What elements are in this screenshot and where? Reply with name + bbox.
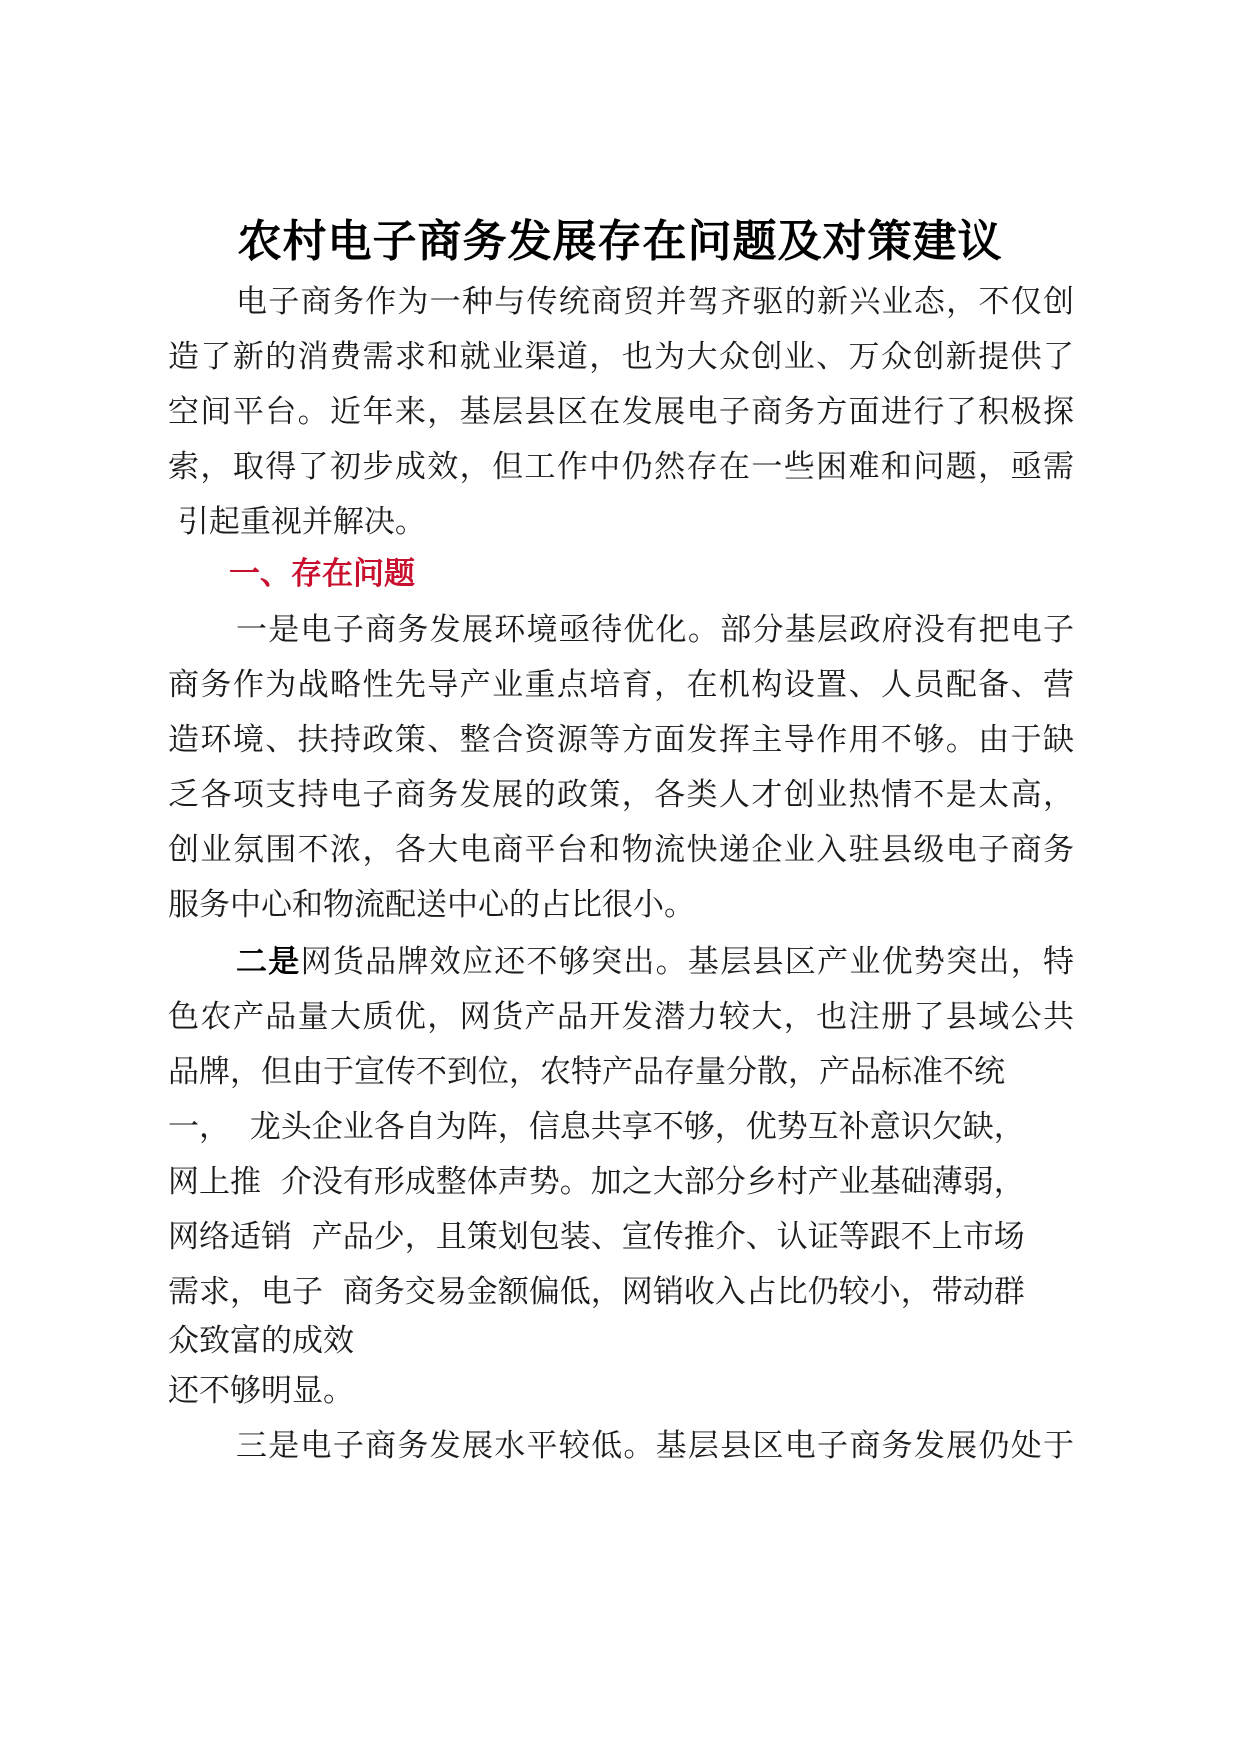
para1-line-1: 一是电子商务发展环境亟待优化。部分基层政府没有把电子	[236, 612, 1074, 648]
intro-line-3: 空间平台。近年来，基层县区在发展电子商务方面进行了积极探	[168, 394, 1074, 430]
para2-line-3: 品牌，但由于宣传不到位，农特产品存量分散，产品标准不统	[168, 1054, 1005, 1090]
para2-line-7: 需求，电子 商务交易金额偏低，网销收入占比仍较小，带动群	[168, 1274, 1025, 1310]
para2-line-1	[236, 942, 1074, 982]
document-title: 农村电子商务发展存在问题及对策建议	[237, 216, 1003, 267]
intro-line-4: 索，取得了初步成效，但工作中仍然存在一些困难和问题，亟需	[168, 449, 1074, 485]
para1-line-5: 创业氛围不浓，各大电商平台和物流快递企业入驻县级电子商务	[168, 832, 1074, 868]
para1-line-4: 乏各项支持电子商务发展的政策，各类人才创业热情不是太高，	[168, 777, 1074, 813]
para2-line-1-text: 网货品牌效应还不够突出。基层县区产业优势突出，特	[300, 944, 1074, 980]
para2-line-2: 色农产品量大质优，网货产品开发潜力较大，也注册了县域公共	[168, 999, 1074, 1035]
para2-line-4: 一， 龙头企业各自为阵，信息共享不够，优势互补意识欠缺，	[168, 1109, 1025, 1145]
para2-lead: 二是	[236, 944, 301, 980]
intro-line-5: 引起重视并解决。	[168, 504, 426, 540]
para2-line-5: 网上推 介没有形成整体声势。加之大部分乡村产业基础薄弱，	[168, 1164, 1025, 1200]
intro-line-2: 造了新的消费需求和就业渠道，也为大众创业、万众创新提供了	[168, 339, 1074, 375]
section-heading-problems: 一、存在问题	[229, 556, 415, 592]
para2-line-9: 还不够明显。	[168, 1373, 354, 1409]
para3-line-1: 三是电子商务发展水平较低。基层县区电子商务发展仍处于	[236, 1428, 1074, 1464]
para1-line-6: 服务中心和物流配送中心的占比很小。	[168, 887, 695, 923]
intro-line-1: 电子商务作为一种与传统商贸并驾齐驱的新兴业态，不仅创	[236, 284, 1074, 320]
para2-line-8: 众致富的成效	[168, 1323, 354, 1359]
para2-line-6: 网络适销 产品少，且策划包装、宣传推介、认证等跟不上市场	[168, 1219, 1025, 1255]
para1-line-2: 商务作为战略性先导产业重点培育，在机构设置、人员配备、营	[168, 667, 1074, 703]
para1-line-3: 造环境、扶持政策、整合资源等方面发挥主导作用不够。由于缺	[168, 722, 1074, 758]
